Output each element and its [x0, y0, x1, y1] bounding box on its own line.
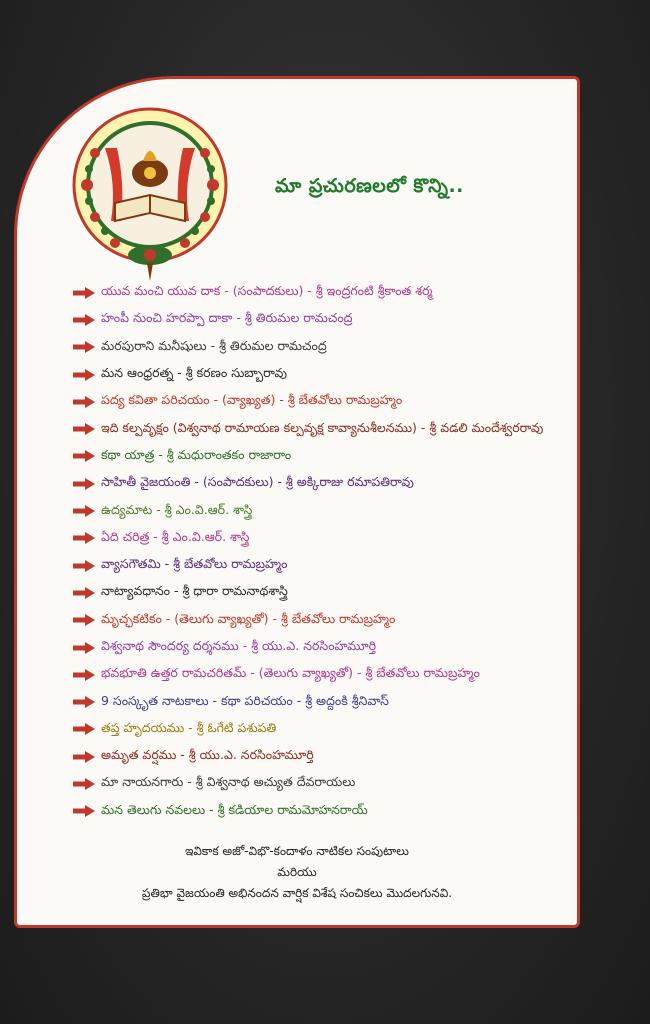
list-item	[73, 388, 573, 415]
arrow-right-icon	[73, 505, 95, 517]
arrow-right-icon	[73, 478, 95, 490]
book-title: పద్య కవితా పరిచయం - (వ్యాఖ్యత) - శ్రీ బేతవోలు రామబ్రహ్మం	[101, 392, 403, 408]
footer-note	[17, 841, 577, 904]
book-title: వ్యాసగౌతమి - శ్రీ బేతవోలు రామబ్రహ్మం	[101, 556, 288, 572]
page-heading: మా ప్రచురణలలో కొన్ని..	[275, 175, 464, 197]
arrow-right-icon	[73, 532, 95, 544]
list-item	[73, 525, 573, 552]
arrow-right-icon	[73, 642, 95, 654]
book-title: మన ఆంధ్రరత్న - శ్రీ కరణం సుబ్బారావు	[101, 365, 287, 381]
book-title: హంపీ నుంచి హరప్పా దాకా - శ్రీ తిరుమల రామచంద్ర	[101, 310, 353, 326]
arrow-right-icon	[73, 396, 95, 408]
arrow-right-icon	[73, 778, 95, 790]
arrow-right-icon	[73, 287, 95, 299]
arrow-right-icon	[73, 723, 95, 735]
list-item	[73, 470, 573, 497]
book-title: నాట్యావధానం - శ్రీ ధారా రామనాథశాస్త్రి	[101, 583, 288, 599]
footer-line-3: ప్రతిభా వైజయంతి అభినందన వార్షిక విశేష సంచికలు మొదలగునవి.	[141, 886, 453, 900]
list-item	[73, 306, 573, 333]
footer-line-1: ఇవికాక అజో-విభొ-కందాళం నాటికల సంపుటాలు	[185, 844, 409, 858]
list-item	[73, 334, 573, 361]
publications-card	[14, 76, 580, 928]
arrow-right-icon	[73, 751, 95, 763]
book-title: అమృత వర్షము - శ్రీ యు.ఎ. నరసింహమూర్తి	[101, 747, 314, 763]
arrow-right-icon	[73, 805, 95, 817]
arrow-right-icon	[73, 614, 95, 626]
book-title: 9 సంస్కృత నాటకాలు - కథా పరిచయం - శ్రీ అద్దంకి శ్రీనివాస్	[101, 692, 389, 708]
book-title: ఉద్యమాట - శ్రీ ఎం.వి.ఆర్. శాస్త్రి	[101, 501, 253, 517]
book-title: మా నాయనగారు - శ్రీ విశ్వనాథ అచ్యుత దేవరాయలు	[101, 774, 356, 790]
book-title: విశ్వనాథ సౌందర్య దర్శనము - శ్రీ యు.ఎ. నరసింహమూర్తి	[101, 638, 377, 653]
book-title: ఏది చరిత్ర - శ్రీ ఎం.వి.ఆర్. శాస్త్రి	[101, 528, 250, 544]
book-title: మృచ్ఛకటికం - (తెలుగు వ్యాఖ్యతో) - శ్రీ బేతవోలు రామబ్రహ్మం	[101, 610, 396, 626]
book-title: మన తెలుగు నవలలు - శ్రీ కడియాల రామమోహనరాయ్	[101, 801, 368, 817]
list-item	[73, 415, 573, 442]
list-item	[73, 634, 573, 661]
book-title: కథా యాత్ర - శ్రీ మధురాంతకం రాజారాం	[101, 446, 292, 462]
book-list	[73, 279, 573, 825]
arrow-right-icon	[73, 669, 95, 681]
list-item	[73, 497, 573, 524]
list-item	[73, 361, 573, 388]
arrow-right-icon	[73, 696, 95, 708]
list-item	[73, 716, 573, 743]
list-item	[73, 443, 573, 470]
list-item	[73, 279, 573, 306]
book-title: సాహితీ వైజయంతి - (సంపాదకులు) - శ్రీ అక్కిరాజు రమాపతిరావు	[101, 474, 414, 490]
list-item	[73, 579, 573, 606]
book-title: మరపురాని మనీషులు - శ్రీ తిరుమల రామచంద్ర	[101, 337, 327, 353]
book-title: ఇది కల్పవృక్షం (విశ్వనాథ రామాయణ కల్పవృక్ష కావ్యానుశీలనము) - శ్రీ వడలి మందేశ్వరరావు	[101, 419, 544, 435]
book-title: భవభూతి ఉత్తర రామచరితమ్ - (తెలుగు వ్యాఖ్యతో) - శ్రీ బేతవోలు రామబ్రహ్మం	[101, 665, 480, 681]
list-item	[73, 770, 573, 797]
list-item	[73, 661, 573, 688]
arrow-right-icon	[73, 587, 95, 599]
arrow-right-icon	[73, 314, 95, 326]
arrow-right-icon	[73, 450, 95, 462]
arrow-right-icon	[73, 423, 95, 435]
foundation-logo	[65, 103, 235, 283]
book-title: యువ మంచి యువ దాక - (సంపాదకులు) - శ్రీ ఇంద్రగంటి శ్రీకాంత శర్మ	[101, 283, 433, 299]
list-item	[73, 743, 573, 770]
list-item	[73, 798, 573, 825]
list-item	[73, 688, 573, 715]
arrow-right-icon	[73, 369, 95, 381]
list-item	[73, 552, 573, 579]
arrow-right-icon	[73, 560, 95, 572]
book-title: తప్త హృదయము - శ్రీ ఓగేటి పశుపతి	[101, 719, 277, 735]
list-item	[73, 607, 573, 634]
arrow-right-icon	[73, 341, 95, 353]
footer-line-2: మరియు	[277, 865, 317, 879]
